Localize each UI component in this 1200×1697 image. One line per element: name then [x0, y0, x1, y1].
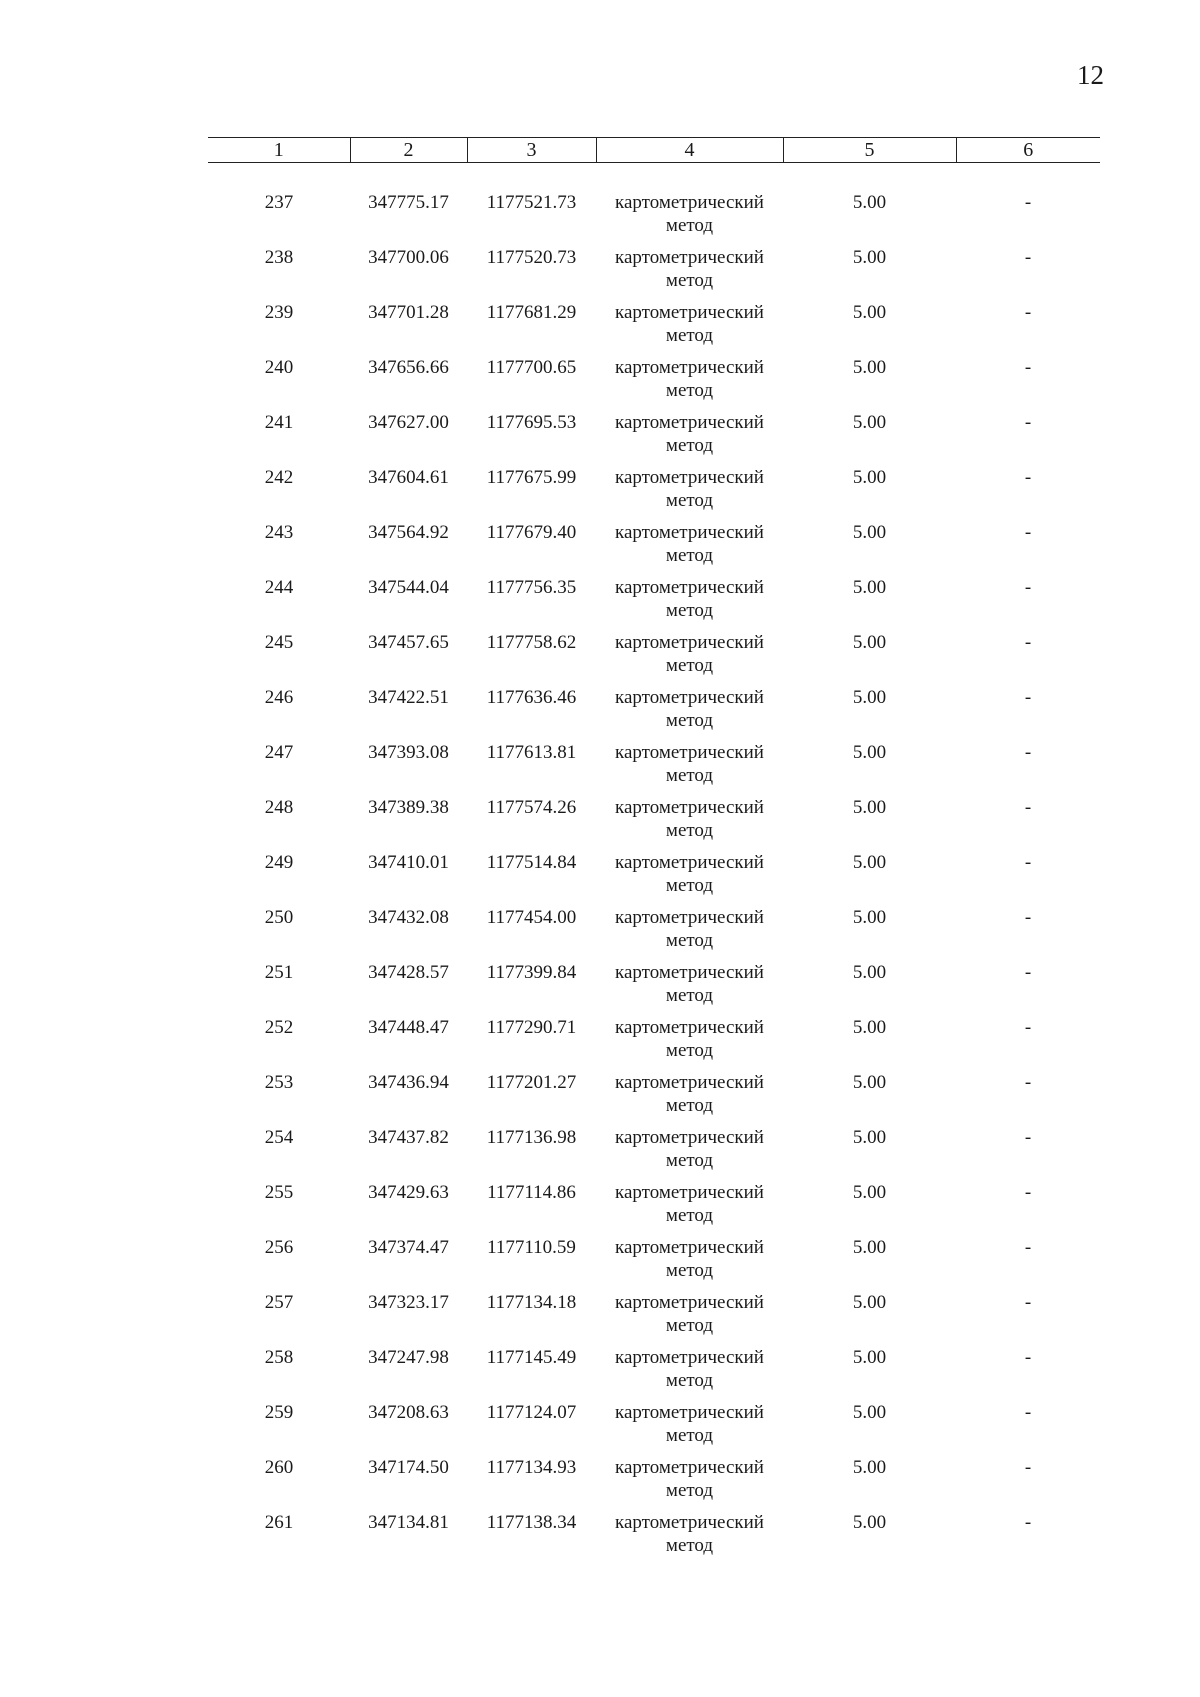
- point-number-cell: 260: [264, 1457, 294, 1478]
- method-line-1: картометрический: [615, 1237, 764, 1258]
- precision-cell: 5.00: [852, 1072, 887, 1093]
- method-cell: [596, 466, 783, 521]
- coord-x-cell: 347428.57: [368, 962, 449, 983]
- method-line-2: метод: [665, 1425, 714, 1446]
- method-line-1: картометрический: [615, 192, 764, 213]
- point-number-cell: 237: [264, 192, 294, 213]
- method-line-1: картометрический: [615, 522, 764, 543]
- method-line-2: метод: [665, 545, 714, 566]
- precision-cell: 5.00: [852, 1237, 887, 1258]
- note-cell: -: [1024, 522, 1032, 543]
- method-line-2: метод: [665, 820, 714, 841]
- method-line-1: картометрический: [615, 412, 764, 433]
- table-row: [208, 301, 1100, 356]
- method-line-1: картометрический: [615, 1292, 764, 1313]
- point-number-cell: 251: [264, 962, 294, 983]
- table-header: [208, 138, 1100, 163]
- point-number-cell: 258: [264, 1347, 294, 1368]
- coord-y-cell: 1177399.84: [486, 962, 577, 983]
- method-line-1: картометрический: [615, 1127, 764, 1148]
- coord-y-cell: 1177636.46: [486, 687, 577, 708]
- point-number-cell: 257: [264, 1292, 294, 1313]
- coord-y-cell: 1177110.59: [487, 1237, 576, 1258]
- coord-y-cell: 1177124.07: [486, 1402, 577, 1423]
- table-row: [208, 631, 1100, 686]
- precision-cell: 5.00: [852, 962, 887, 983]
- method-line-1: картометрический: [615, 1402, 764, 1423]
- coord-x-cell: 347775.17: [368, 192, 449, 213]
- point-number-cell: 250: [264, 907, 294, 928]
- method-line-1: картометрический: [615, 467, 764, 488]
- note-cell: -: [1024, 907, 1032, 928]
- point-number-cell: 253: [264, 1072, 294, 1093]
- note-cell: -: [1024, 577, 1032, 598]
- coord-y-cell: 1177454.00: [486, 907, 577, 928]
- method-line-1: картометрический: [615, 247, 764, 268]
- header-row: [208, 138, 1100, 163]
- coord-x-cell: 347432.08: [368, 907, 449, 928]
- precision-cell: 5.00: [852, 742, 887, 763]
- precision-cell: 5.00: [852, 467, 887, 488]
- coord-x-cell: 347134.81: [368, 1512, 449, 1533]
- header-spacer: [208, 163, 1100, 192]
- note-cell: -: [1024, 1182, 1032, 1203]
- coord-y-cell: 1177681.29: [486, 302, 577, 323]
- method-cell: [596, 521, 783, 576]
- header-col-3: 3: [467, 138, 596, 163]
- point-number-cell: 255: [264, 1182, 294, 1203]
- coord-x-cell: 347656.66: [368, 357, 449, 378]
- precision-cell: 5.00: [852, 687, 887, 708]
- note-cell: -: [1024, 687, 1032, 708]
- method-line-2: метод: [665, 710, 714, 731]
- coord-x-cell: 347208.63: [368, 1402, 449, 1423]
- method-line-1: картометрический: [615, 1182, 764, 1203]
- point-number-cell: 239: [264, 302, 294, 323]
- table-row: [208, 411, 1100, 466]
- table-row: [208, 851, 1100, 906]
- coord-x-cell: 347604.61: [368, 467, 449, 488]
- method-cell: [596, 1291, 783, 1346]
- method-line-1: картометрический: [615, 1072, 764, 1093]
- method-line-1: картометрический: [615, 1017, 764, 1038]
- note-cell: -: [1024, 1127, 1032, 1148]
- note-cell: -: [1024, 1072, 1032, 1093]
- note-cell: -: [1024, 962, 1032, 983]
- method-line-1: картометрический: [615, 577, 764, 598]
- table-row: [208, 1016, 1100, 1071]
- precision-cell: 5.00: [852, 302, 887, 323]
- precision-cell: 5.00: [852, 1457, 887, 1478]
- coord-y-cell: 1177114.86: [487, 1182, 576, 1203]
- precision-cell: 5.00: [852, 1127, 887, 1148]
- coord-x-cell: 347410.01: [368, 852, 449, 873]
- note-cell: -: [1024, 1017, 1032, 1038]
- point-number-cell: 244: [264, 577, 294, 598]
- method-line-2: метод: [665, 655, 714, 676]
- point-number-cell: 261: [264, 1512, 294, 1533]
- method-line-2: метод: [665, 985, 714, 1006]
- table-row: [208, 576, 1100, 631]
- method-cell: [596, 851, 783, 906]
- precision-cell: 5.00: [852, 1182, 887, 1203]
- method-cell: [596, 356, 783, 411]
- precision-cell: 5.00: [852, 247, 887, 268]
- table-row: [208, 906, 1100, 961]
- note-cell: -: [1024, 852, 1032, 873]
- method-line-1: картометрический: [615, 1512, 764, 1533]
- precision-cell: 5.00: [852, 797, 887, 818]
- method-cell: [596, 686, 783, 741]
- note-cell: -: [1024, 742, 1032, 763]
- coord-x-cell: 347627.00: [368, 412, 449, 433]
- point-number-cell: 246: [264, 687, 294, 708]
- point-number-cell: 238: [264, 247, 294, 268]
- header-col-2: 2: [350, 138, 467, 163]
- note-cell: -: [1024, 797, 1032, 818]
- coord-x-cell: 347457.65: [368, 632, 449, 653]
- coord-y-cell: 1177290.71: [486, 1017, 577, 1038]
- method-cell: [596, 191, 783, 246]
- table-row: [208, 466, 1100, 521]
- coord-y-cell: 1177134.93: [486, 1457, 577, 1478]
- method-cell: [596, 1236, 783, 1291]
- method-line-2: метод: [665, 930, 714, 951]
- note-cell: -: [1024, 1347, 1032, 1368]
- coord-x-cell: 347701.28: [368, 302, 449, 323]
- note-cell: -: [1024, 192, 1032, 213]
- method-line-2: метод: [665, 380, 714, 401]
- precision-cell: 5.00: [852, 1292, 887, 1313]
- method-cell: [596, 796, 783, 851]
- method-line-1: картометрический: [615, 797, 764, 818]
- coordinates-table: [208, 137, 1100, 1566]
- point-number-cell: 249: [264, 852, 294, 873]
- table-row: [208, 191, 1100, 246]
- note-cell: -: [1024, 632, 1032, 653]
- method-cell: [596, 1126, 783, 1181]
- coord-x-cell: 347174.50: [368, 1457, 449, 1478]
- coord-y-cell: 1177758.62: [486, 632, 577, 653]
- page-number: 12: [1077, 60, 1104, 90]
- precision-cell: 5.00: [852, 907, 887, 928]
- precision-cell: 5.00: [852, 577, 887, 598]
- method-line-1: картометрический: [615, 302, 764, 323]
- coord-y-cell: 1177514.84: [486, 852, 577, 873]
- precision-cell: 5.00: [852, 357, 887, 378]
- coord-x-cell: 347323.17: [368, 1292, 449, 1313]
- method-line-1: картометрический: [615, 962, 764, 983]
- method-line-2: метод: [665, 1205, 714, 1226]
- point-number-cell: 240: [264, 357, 294, 378]
- method-cell: [596, 906, 783, 961]
- coord-y-cell: 1177520.73: [486, 247, 577, 268]
- method-line-1: картометрический: [615, 742, 764, 763]
- method-cell: [596, 1456, 783, 1511]
- coord-y-cell: 1177201.27: [486, 1072, 577, 1093]
- note-cell: -: [1024, 1512, 1032, 1533]
- table-row: [208, 1071, 1100, 1126]
- coord-x-cell: 347448.47: [368, 1017, 449, 1038]
- point-number-cell: 243: [264, 522, 294, 543]
- method-line-2: метод: [665, 435, 714, 456]
- note-cell: -: [1024, 1457, 1032, 1478]
- method-cell: [596, 1181, 783, 1236]
- table-row: [208, 246, 1100, 301]
- point-number-cell: 241: [264, 412, 294, 433]
- header-col-4: 4: [596, 138, 783, 163]
- coord-y-cell: 1177700.65: [486, 357, 577, 378]
- precision-cell: 5.00: [852, 1402, 887, 1423]
- coord-y-cell: 1177138.34: [486, 1512, 577, 1533]
- method-line-2: метод: [665, 875, 714, 896]
- coord-y-cell: 1177136.98: [486, 1127, 577, 1148]
- point-number-cell: 254: [264, 1127, 294, 1148]
- coord-y-cell: 1177134.18: [486, 1292, 577, 1313]
- coord-x-cell: 347700.06: [368, 247, 449, 268]
- coord-x-cell: 347564.92: [368, 522, 449, 543]
- method-line-1: картометрический: [615, 1347, 764, 1368]
- header-col-6: 6: [956, 138, 1100, 163]
- precision-cell: 5.00: [852, 1512, 887, 1533]
- coord-x-cell: 347393.08: [368, 742, 449, 763]
- table-row: [208, 1511, 1100, 1566]
- note-cell: -: [1024, 1292, 1032, 1313]
- method-line-2: метод: [665, 1315, 714, 1336]
- point-number-cell: 242: [264, 467, 294, 488]
- table-row: [208, 1181, 1100, 1236]
- coord-y-cell: 1177613.81: [486, 742, 577, 763]
- method-cell: [596, 741, 783, 796]
- method-line-2: метод: [665, 1535, 714, 1556]
- table-row: [208, 1126, 1100, 1181]
- precision-cell: 5.00: [852, 412, 887, 433]
- precision-cell: 5.00: [852, 522, 887, 543]
- precision-cell: 5.00: [852, 1347, 887, 1368]
- method-cell: [596, 631, 783, 686]
- method-line-1: картометрический: [615, 852, 764, 873]
- method-cell: [596, 301, 783, 356]
- point-number-cell: 245: [264, 632, 294, 653]
- note-cell: -: [1024, 1237, 1032, 1258]
- method-line-2: метод: [665, 1150, 714, 1171]
- coord-y-cell: 1177521.73: [486, 192, 577, 213]
- note-cell: -: [1024, 467, 1032, 488]
- table-row: [208, 1346, 1100, 1401]
- coord-y-cell: 1177679.40: [486, 522, 577, 543]
- method-line-2: метод: [665, 490, 714, 511]
- table-row: [208, 356, 1100, 411]
- method-line-2: метод: [665, 1260, 714, 1281]
- coord-y-cell: 1177695.53: [486, 412, 577, 433]
- coord-y-cell: 1177574.26: [486, 797, 577, 818]
- coord-x-cell: 347247.98: [368, 1347, 449, 1368]
- coord-y-cell: 1177145.49: [486, 1347, 577, 1368]
- point-number-cell: 256: [264, 1237, 294, 1258]
- point-number-cell: 259: [264, 1402, 294, 1423]
- coord-x-cell: 347437.82: [368, 1127, 449, 1148]
- coord-y-cell: 1177675.99: [486, 467, 577, 488]
- table-row: [208, 1291, 1100, 1346]
- table-row: [208, 741, 1100, 796]
- method-line-2: метод: [665, 1040, 714, 1061]
- point-number-cell: 247: [264, 742, 294, 763]
- method-line-2: метод: [665, 325, 714, 346]
- table-row: [208, 961, 1100, 1016]
- header-col-5: 5: [783, 138, 956, 163]
- coord-x-cell: 347436.94: [368, 1072, 449, 1093]
- method-line-1: картометрический: [615, 357, 764, 378]
- table-body: [208, 163, 1100, 1567]
- coord-x-cell: 347429.63: [368, 1182, 449, 1203]
- precision-cell: 5.00: [852, 192, 887, 213]
- coord-x-cell: 347374.47: [368, 1237, 449, 1258]
- precision-cell: 5.00: [852, 632, 887, 653]
- method-cell: [596, 961, 783, 1016]
- point-number-cell: 252: [264, 1017, 294, 1038]
- note-cell: -: [1024, 247, 1032, 268]
- point-number-cell: 248: [264, 797, 294, 818]
- method-line-2: метод: [665, 215, 714, 236]
- table-row: [208, 796, 1100, 851]
- table-row: [208, 1456, 1100, 1511]
- method-cell: [596, 1511, 783, 1566]
- precision-cell: 5.00: [852, 852, 887, 873]
- coord-y-cell: 1177756.35: [486, 577, 577, 598]
- table-row: [208, 521, 1100, 576]
- method-line-2: метод: [665, 270, 714, 291]
- method-line-2: метод: [665, 1095, 714, 1116]
- method-cell: [596, 246, 783, 301]
- method-line-2: метод: [665, 1370, 714, 1391]
- method-line-2: метод: [665, 1480, 714, 1501]
- method-cell: [596, 1401, 783, 1456]
- note-cell: -: [1024, 412, 1032, 433]
- coord-x-cell: 347389.38: [368, 797, 449, 818]
- precision-cell: 5.00: [852, 1017, 887, 1038]
- coord-x-cell: 347422.51: [368, 687, 449, 708]
- table-row: [208, 1236, 1100, 1291]
- method-cell: [596, 576, 783, 631]
- method-line-1: картометрический: [615, 687, 764, 708]
- method-line-1: картометрический: [615, 1457, 764, 1478]
- method-line-1: картометрический: [615, 632, 764, 653]
- coord-x-cell: 347544.04: [368, 577, 449, 598]
- method-cell: [596, 1071, 783, 1126]
- method-cell: [596, 1346, 783, 1401]
- spacer-cell: [208, 163, 1100, 192]
- method-cell: [596, 1016, 783, 1071]
- method-line-1: картометрический: [615, 907, 764, 928]
- note-cell: -: [1024, 302, 1032, 323]
- note-cell: -: [1024, 1402, 1032, 1423]
- method-line-2: метод: [665, 765, 714, 786]
- note-cell: -: [1024, 357, 1032, 378]
- table-row: [208, 1401, 1100, 1456]
- method-cell: [596, 411, 783, 466]
- header-col-1: 1: [208, 138, 350, 163]
- method-line-2: метод: [665, 600, 714, 621]
- table-row: [208, 686, 1100, 741]
